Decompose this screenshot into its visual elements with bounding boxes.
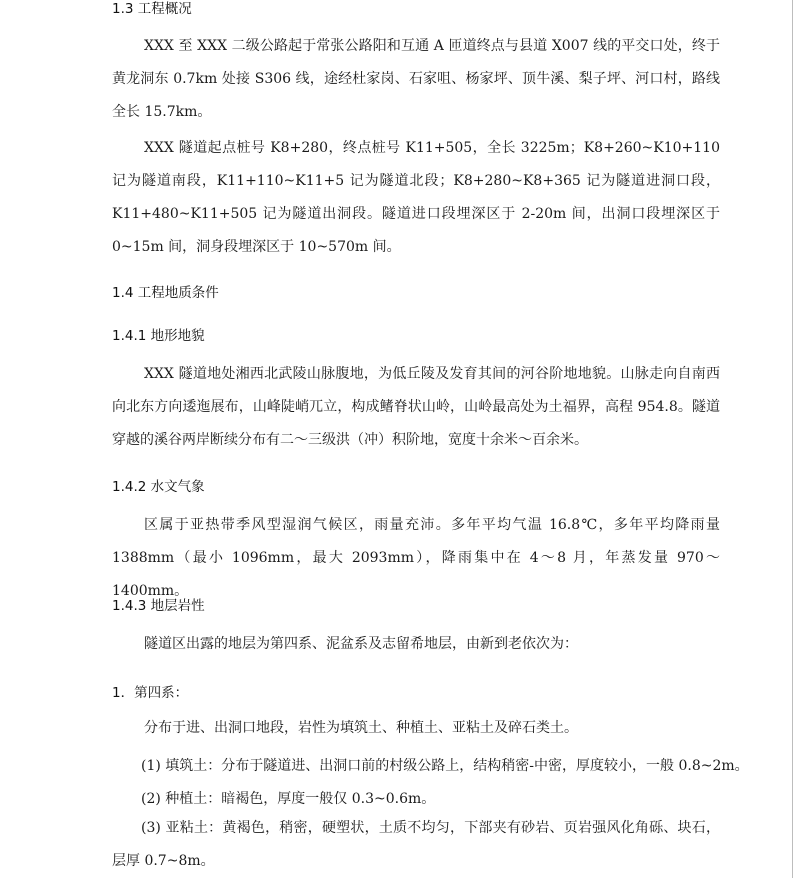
list-item-fill-soil: (1) 填筑土：分布于隧道进、出洞口前的村级公路上，结构稍密-中密，厚度较小，一般 0.8~2m。: [141, 758, 749, 774]
section-1-4-3-paragraph: 隧道区出露的地层为第四系、泥盆系及志留希地层，由新到老依次为：: [144, 636, 578, 652]
section-1-4-1-paragraph: XXX 隧道地处湘西北武陵山脉腹地，为低丘陵及发育其间的河谷阶地地貌。山脉走向自南西向北东方向逶迤展布，山峰陡峭兀立，构成鳍脊状山岭，山岭最高处为土福界，高程 954.8。隧道穿越的溪谷两岸断续分布有二～三级洪（冲）积阶地，宽度十余米～百余米。: [112, 366, 720, 448]
page-edge-divider: [792, 0, 793, 878]
section-1-4-3-heading: 1.4.3 地层岩性: [112, 598, 205, 614]
section-1-3-heading: 1.3 工程概况: [112, 1, 192, 17]
section-1-4-2-heading: 1.4.2 水文气象: [112, 479, 205, 495]
section-1-4-heading: 1.4 工程地质条件: [112, 285, 219, 301]
list-item-subclay: (3) 亚粘土：黄褐色，稍密，硬塑状，土质不均匀，下部夹有砂岩、页岩强风化角砾、块石，层厚 0.7~8m。: [112, 820, 720, 869]
quaternary-subheading: 1．第四系：: [112, 685, 189, 701]
section-1-3-paragraph-2: XXX 隧道起点桩号 K8+280，终点桩号 K11+505，全长 3225m；K8+260~K10+110 记为隧道南段，K11+110~K11+5 记为隧道北段；K8+280~K8+365 记为隧道进洞口段，K11+480~K11+505 记为隧道出洞段。隧道进口段埋深区于 2-20m 间，出洞口段埋深区于 0~15m 间，洞身段埋深区于 10~570m 间。: [112, 140, 720, 255]
section-1-4-2-paragraph: 区属于亚热带季风型湿润气候区，雨量充沛。多年平均气温 16.8℃，多年平均降雨量 1388mm（最小 1096mm，最大 2093mm），降雨集中在 4～8 月，年蒸发量 970～1400mm。: [112, 517, 720, 599]
section-1-4-1-heading: 1.4.1 地形地貌: [112, 328, 205, 344]
quaternary-paragraph: 分布于进、出洞口地段，岩性为填筑土、种植土、亚粘土及碎石类土。: [144, 720, 578, 736]
list-item-planting-soil: (2) 种植土：暗褐色，厚度一般仅 0.3~0.6m。: [141, 791, 436, 807]
section-1-3-paragraph-1: XXX 至 XXX 二级公路起于常张公路阳和互通 A 匝道终点与县道 X007 线的平交口处，终于黄龙洞东 0.7km 处接 S306 线，途经杜家岗、石家咀、杨家坪、顶牛溪、梨子坪、河口村，路线全长 15.7km。: [112, 38, 720, 120]
